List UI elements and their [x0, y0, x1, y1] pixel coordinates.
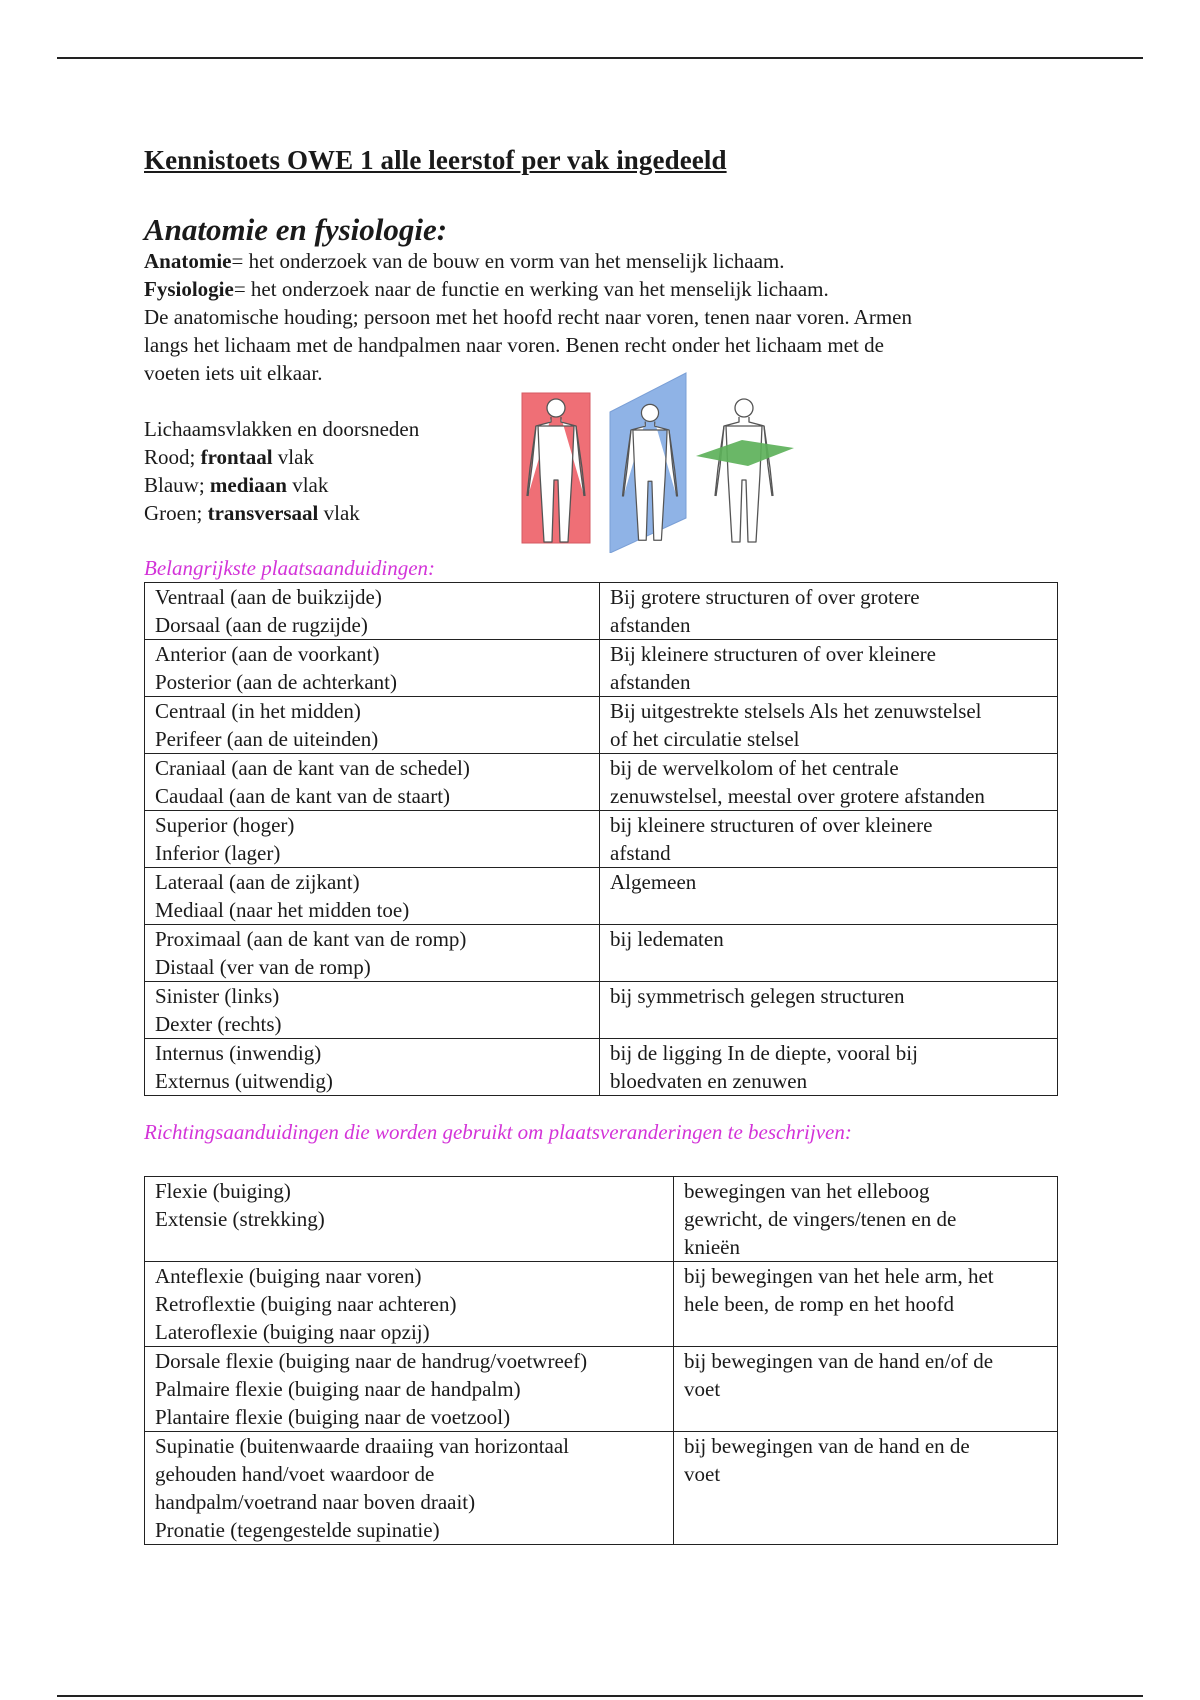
cell-line: Inferior (lager) [155, 841, 281, 865]
term-cell [145, 1177, 674, 1262]
term-cell [145, 1262, 674, 1347]
table-row [145, 982, 1058, 1039]
cell-line: bij bewegingen van het hele arm, het [684, 1264, 994, 1288]
cell-line: handpalm/voetrand naar boven draait) [155, 1490, 476, 1514]
usage-cell [674, 1347, 1058, 1432]
cell-line: Anteflexie (buiging naar voren) [155, 1264, 422, 1288]
body-planes-illustration [518, 368, 798, 553]
cell-line: Craniaal (aan de kant van de schedel) [155, 756, 470, 780]
table-row [145, 1177, 1058, 1262]
cell-line: Caudaal (aan de kant van de staart) [155, 784, 451, 808]
table-row [145, 811, 1058, 868]
cell-line: knieën [684, 1235, 740, 1259]
cell-line: Palmaire flexie (buiging naar de handpalm) [155, 1377, 521, 1401]
table-row [145, 583, 1058, 640]
cell-line: Retroflextie (buiging naar achteren) [155, 1292, 457, 1316]
section-heading: Anatomie en fysiologie: [144, 212, 448, 247]
body-planes-list [144, 415, 419, 527]
cell-line: Proximaal (aan de kant van de romp) [155, 927, 467, 951]
intro-text [144, 247, 1064, 387]
cell-line: Anterior (aan de voorkant) [155, 642, 380, 666]
cell-line: afstanden [610, 670, 691, 694]
definition-anatomie: Anatomie= het onderzoek van de bouw en vorm van het menselijk lichaam. [144, 249, 785, 273]
cell-line: Flexie (buiging) [155, 1179, 291, 1203]
cell-line: bewegingen van het elleboog [684, 1179, 930, 1203]
usage-cell [600, 640, 1058, 697]
cell-line: gehouden hand/voet waardoor de [155, 1462, 435, 1486]
cell-line: Superior (hoger) [155, 813, 295, 837]
table-row [145, 1262, 1058, 1347]
document-title: Kennistoets OWE 1 alle leerstof per vak ingedeeld [144, 145, 727, 175]
places-table [144, 582, 1058, 1096]
cell-line: bij kleinere structuren of over kleinere [610, 813, 933, 837]
cell-line: bloedvaten en zenuwen [610, 1069, 808, 1093]
table-row [145, 1347, 1058, 1432]
planes-heading: Lichaamsvlakken en doorsneden [144, 417, 420, 441]
plane-red: Rood; frontaal vlak [144, 445, 314, 469]
term-cell [145, 640, 600, 697]
cell-line: Mediaal (naar het midden toe) [155, 898, 410, 922]
usage-cell [600, 982, 1058, 1039]
table-row [145, 697, 1058, 754]
term-cell [145, 868, 600, 925]
cell-line: Ventraal (aan de buikzijde) [155, 585, 382, 609]
cell-line: Algemeen [610, 870, 697, 894]
cell-line: gewricht, de vingers/tenen en de [684, 1207, 957, 1231]
usage-cell [600, 1039, 1058, 1096]
term-cell [145, 697, 600, 754]
cell-line: Dorsaal (aan de rugzijde) [155, 613, 368, 637]
usage-cell [674, 1432, 1058, 1545]
term-anatomie: Anatomie [144, 249, 232, 273]
term-cell [145, 982, 600, 1039]
bottom-rule [57, 1695, 1143, 1697]
cell-line: bij de wervelkolom of het centrale [610, 756, 899, 780]
cell-line: Plantaire flexie (buiging naar de voetzool) [155, 1405, 511, 1429]
usage-cell [600, 697, 1058, 754]
cell-line: bij de ligging In de diepte, vooral bij [610, 1041, 918, 1065]
cell-line: Bij kleinere structuren of over kleinere [610, 642, 936, 666]
term-cell [145, 1039, 600, 1096]
cell-line: zenuwstelsel, meestal over grotere afstanden [610, 784, 985, 808]
table-row [145, 640, 1058, 697]
cell-line: Bij grotere structuren of over grotere [610, 585, 920, 609]
movements-table [144, 1176, 1058, 1545]
movements-heading: Richtingsaanduidingen die worden gebruikt om plaatsveranderingen te beschrijven: [144, 1120, 852, 1144]
usage-cell [600, 754, 1058, 811]
term-cell [145, 583, 600, 640]
cell-line: Bij uitgestrekte stelsels Als het zenuwstelsel [610, 699, 982, 723]
term-fysiologie: Fysiologie [144, 277, 234, 301]
places-heading: Belangrijkste plaatsaanduidingen: [144, 556, 436, 580]
cell-line: bij bewegingen van de hand en de [684, 1434, 970, 1458]
cell-line: bij bewegingen van de hand en/of de [684, 1349, 994, 1373]
anatomical-position-line: voeten iets uit elkaar. [144, 361, 323, 385]
term-cell [145, 1432, 674, 1545]
cell-line: afstanden [610, 613, 691, 637]
plane-blue: Blauw; mediaan vlak [144, 473, 329, 497]
cell-line: hele been, de romp en het hoofd [684, 1292, 954, 1316]
table-row [145, 1432, 1058, 1545]
anatomical-position-line: langs het lichaam met de handpalmen naar voren. Benen recht onder het lichaam met de [144, 333, 884, 357]
plane-green: Groen; transversaal vlak [144, 501, 360, 525]
cell-line: Posterior (aan de achterkant) [155, 670, 397, 694]
cell-line: afstand [610, 841, 671, 865]
cell-line: bij ledematen [610, 927, 724, 951]
usage-cell [600, 868, 1058, 925]
top-rule [57, 57, 1143, 59]
cell-line: Pronatie (tegengestelde supinatie) [155, 1518, 440, 1542]
cell-line: Lateraal (aan de zijkant) [155, 870, 360, 894]
table-row [145, 1039, 1058, 1096]
cell-line: Lateroflexie (buiging naar opzij) [155, 1320, 430, 1344]
anatomical-position-line: De anatomische houding; persoon met het hoofd recht naar voren, tenen naar voren. Armen [144, 305, 912, 329]
usage-cell [600, 811, 1058, 868]
table-row [145, 868, 1058, 925]
cell-line: Centraal (in het midden) [155, 699, 361, 723]
cell-line: Dexter (rechts) [155, 1012, 282, 1036]
cell-line: voet [684, 1377, 721, 1401]
term-cell [145, 754, 600, 811]
definition-fysiologie: Fysiologie= het onderzoek naar de functie en werking van het menselijk lichaam. [144, 277, 829, 301]
usage-cell [600, 925, 1058, 982]
cell-line: Sinister (links) [155, 984, 280, 1008]
term-cell [145, 925, 600, 982]
transverse-plane [696, 440, 794, 466]
cell-line: Supinatie (buitenwaarde draaiing van horizontaal [155, 1434, 570, 1458]
usage-cell [674, 1177, 1058, 1262]
cell-line: Extensie (strekking) [155, 1207, 325, 1231]
term-cell [145, 811, 600, 868]
table-row [145, 754, 1058, 811]
cell-line: of het circulatie stelsel [610, 727, 800, 751]
cell-line: Externus (uitwendig) [155, 1069, 333, 1093]
usage-cell [600, 583, 1058, 640]
cell-line: Distaal (ver van de romp) [155, 955, 371, 979]
term-cell [145, 1347, 674, 1432]
cell-line: Dorsale flexie (buiging naar de handrug/voetwreef) [155, 1349, 588, 1373]
table-row [145, 925, 1058, 982]
cell-line: bij symmetrisch gelegen structuren [610, 984, 905, 1008]
cell-line: Internus (inwendig) [155, 1041, 322, 1065]
cell-line: Perifeer (aan de uiteinden) [155, 727, 379, 751]
usage-cell [674, 1262, 1058, 1347]
cell-line: voet [684, 1462, 721, 1486]
